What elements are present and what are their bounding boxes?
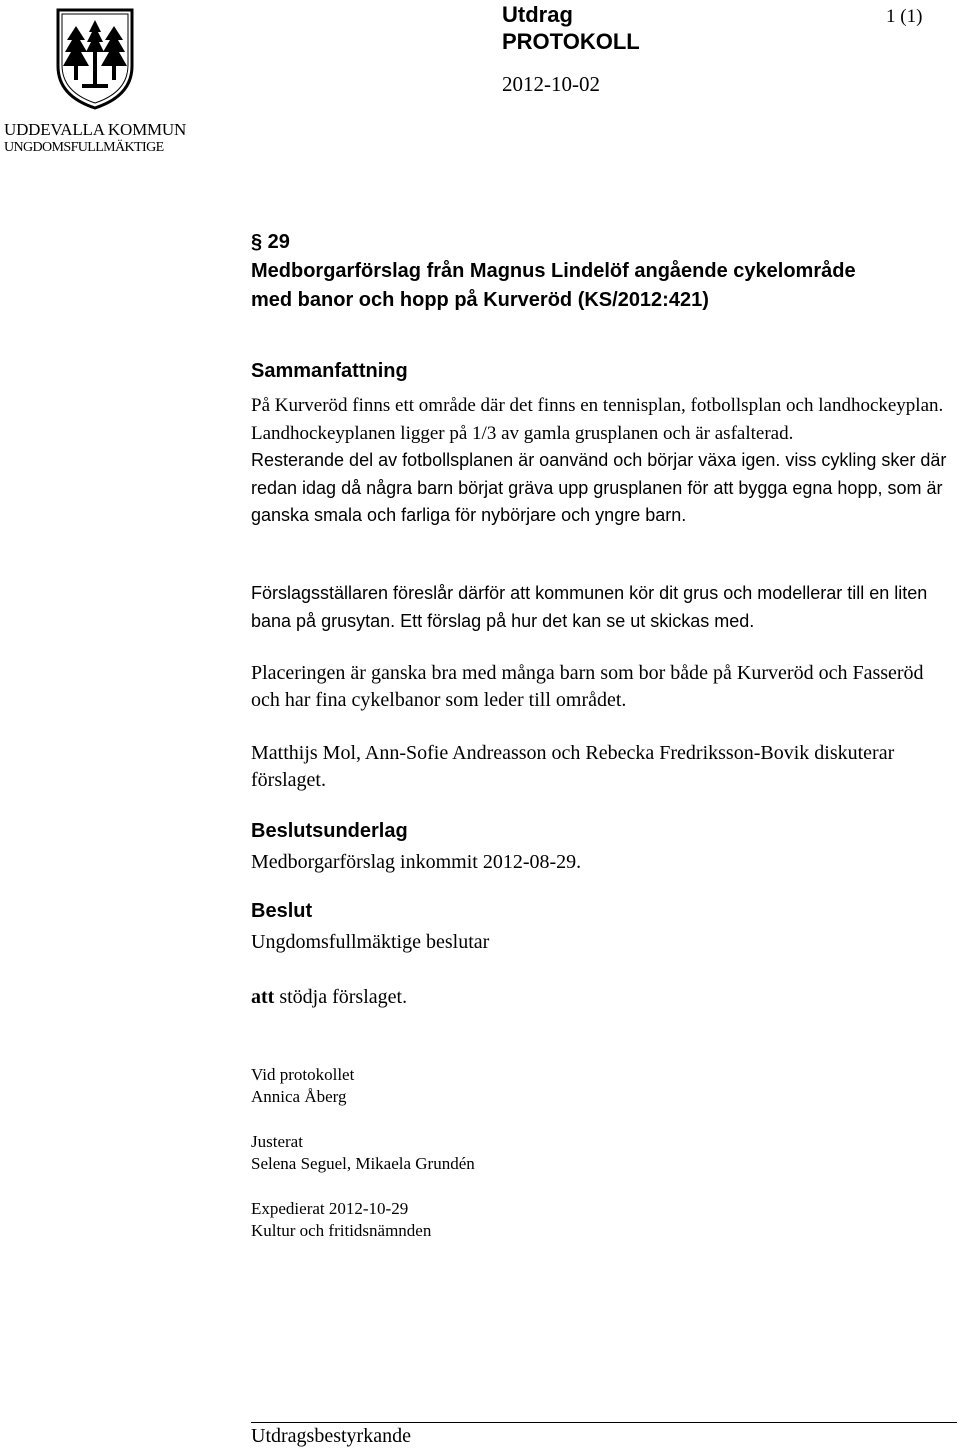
summary-paragraph-3: Placeringen är ganska bra med många barn som bor både på Kurveröd och Fasseröd och har fina cykelbanor som leder till området. [251,662,924,711]
item-title-block [251,228,957,315]
organization-department: UNGDOMSFULLMÄKTIGE [4,140,164,155]
summary-heading: Sammanfattning [251,360,408,382]
certifier-label: Utdragsbestyrkande [251,1425,411,1447]
summary-paragraph-2: Förslagsställaren föreslår därför att kommunen kör dit grus och modellerar till en liten bana på grusytan. Ett förslag på hur det kan se ut skickas med. [251,583,928,631]
att-keyword: att [251,986,275,1008]
recorded-by-block [251,1064,957,1108]
document-title: PROTOKOLL [502,29,640,54]
dispatched-to: Kultur och fritidsnämnden [251,1221,432,1240]
decision-text: Ungdomsfullmäktige beslutar [251,931,490,953]
item-title-line-1: Medborgarförslag från Magnus Lindelöf angående cykelområde [251,260,856,282]
meeting-date: 2012-10-02 [502,72,600,96]
checked-by-block [251,1131,957,1175]
page-number: 1 (1) [886,6,923,27]
recorded-name: Annica Åberg [251,1087,347,1106]
recorded-label: Vid protokollet [251,1065,355,1084]
checked-names: Selena Seguel, Mikaela Grundén [251,1154,475,1173]
basis-heading: Beslutsunderlag [251,820,408,842]
att-text: stödja förslaget. [274,986,408,1008]
dispatch-block [251,1198,957,1242]
summary-text-serif: På Kurveröd finns ett område där det finns en tennisplan, fotbollsplan och landhockeyplan. Landhockeyplanen ligger på 1/3 av gamla grusplanen och är asfalterad. [251,395,944,444]
municipal-crest-logo [52,6,138,110]
signature-line [251,1422,957,1423]
item-number: § 29 [251,231,290,253]
decision-heading: Beslut [251,900,313,922]
dispatched-date: Expedierat 2012-10-29 [251,1199,409,1218]
summary-paragraph-1 [251,392,957,530]
item-title-line-2: med banor och hopp på Kurveröd (KS/2012:421) [251,289,709,311]
checked-label: Justerat [251,1132,303,1151]
summary-paragraph-4: Matthijs Mol, Ann-Sofie Andreasson och Rebecka Fredriksson-Bovik diskuterar förslaget. [251,742,895,791]
document-type: Utdrag [502,2,573,27]
basis-text: Medborgarförslag inkommit 2012-08-29. [251,851,582,873]
decision-att-clause [251,984,957,1011]
summary-text-sans: Resterande del av fotbollsplanen är oanvänd och börjar växa igen. viss cykling sker där redan idag då några barn börjat gräva upp grusplanen för att bygga egna hopp, som är ganska smala och farliga för nybörjare och yngre barn. [251,450,947,525]
organization-name: UDDEVALLA KOMMUN [4,120,187,139]
